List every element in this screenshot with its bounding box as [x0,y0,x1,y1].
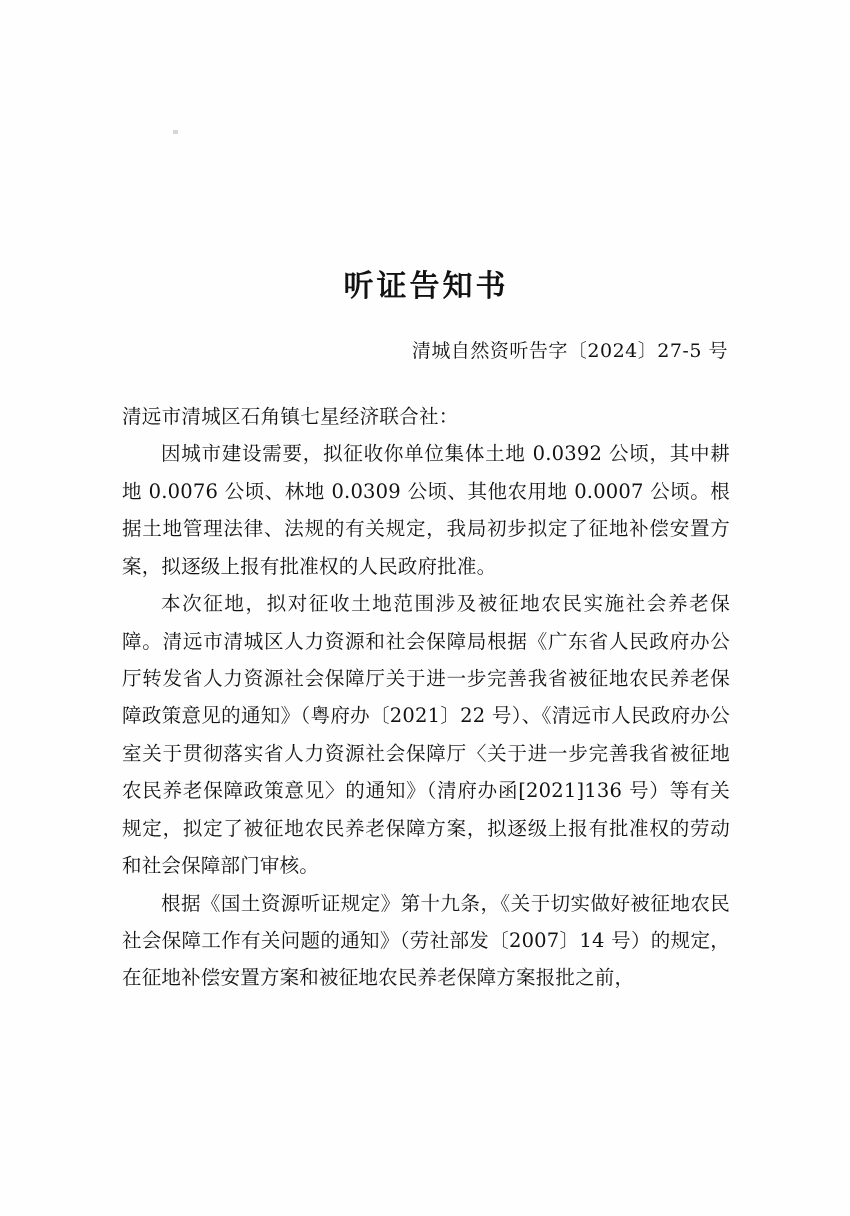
body-paragraph-2: 本次征地，拟对征收土地范围涉及被征地农民实施社会养老保障。清远市清城区人力资源和社会保障局根据《广东省人民政府办公厅转发省人力资源社会保障厅关于进一步完善我省被征地农民养老保障政策意见的通知》（粤府办〔2021〕22 号）、《清远市人民政府办公室关于贯彻落实省人力资源社会保障厅〈关于进一步完善我省被征地农民养老保障政策意见〉的通知》（清府办函[2021]136 号）等有关规定，拟定了被征地农民养老保障方案，拟逐级上报有批准权的劳动和社会保障部门审核。 [122,592,730,878]
body-paragraph-1: 因城市建设需要，拟征收你单位集体土地 0.0392 公顷，其中耕地 0.0076 公顷、林地 0.0309 公顷、其他农用地 0.0007 公顷。根据土地管理法律、法规的有关规定，我局初步拟定了征地补偿安置方案，拟逐级上报有批准权的人民政府批准。 [122,442,730,578]
body-paragraph-3: 根据《国土资源听证规定》第十九条，《关于切实做好被征地农民社会保障工作有关问题的通知》（劳社部发〔2007〕14 号）的规定，在征地补偿安置方案和被征地农民养老保障方案报批之前， [122,891,730,990]
document-number: 清城自然资听告字〔2024〕27-5 号 [411,339,728,362]
page-title: 听证告知书 [343,269,509,304]
recipient-line: 清远市清城区石角镇七星经济联合社： [122,404,459,428]
document-body [122,0,730,997]
